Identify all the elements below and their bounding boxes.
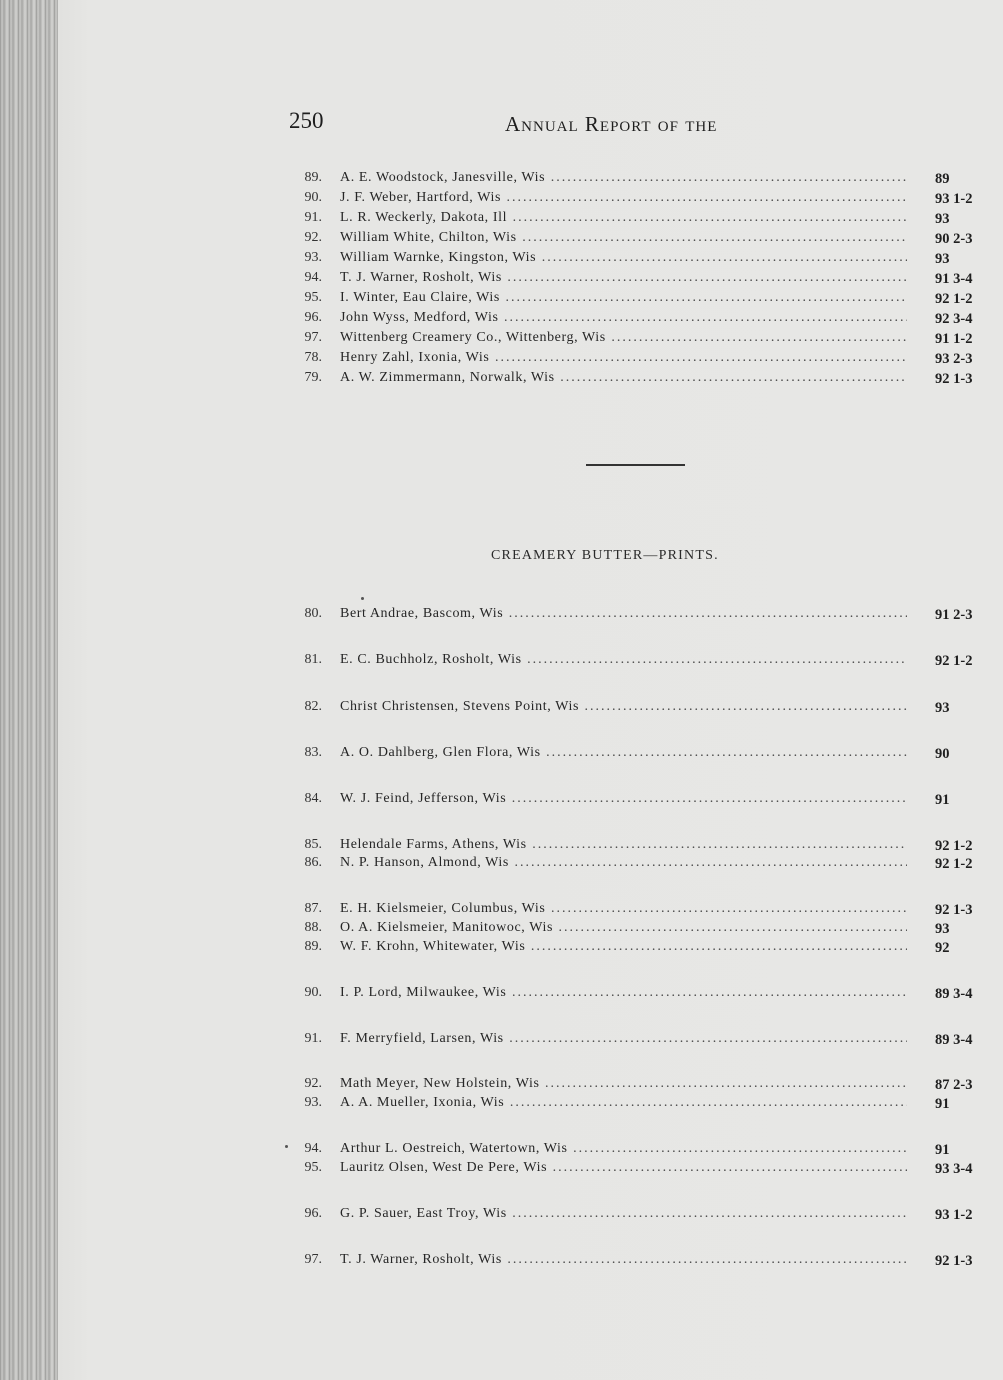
exhibitor-name-location: W. F. Krohn, Whitewater, Wis ..... xyxy=(340,937,907,957)
entry-number: 92. xyxy=(304,1076,322,1091)
entry-number: 88. xyxy=(304,920,322,935)
print-speck xyxy=(285,1145,288,1148)
prints-entry-row xyxy=(0,1074,1003,1094)
score-value: 92 xyxy=(935,940,950,956)
score-value: 91 xyxy=(935,1096,950,1112)
entry-number: 84. xyxy=(304,791,322,806)
exhibitor-name-location: G. P. Sauer, East Troy, Wis ..... xyxy=(340,1204,907,1224)
entry-number: 85. xyxy=(304,837,322,852)
score-value: 89 3-4 xyxy=(935,986,973,1002)
entry-number: 78. xyxy=(304,350,322,365)
exhibitor-name-location: Helendale Farms, Athens, Wis ..... xyxy=(340,835,907,855)
exhibitor-name-location: I. Winter, Eau Claire, Wis ..... xyxy=(340,288,907,308)
entry-number: 82. xyxy=(304,699,322,714)
continued-entry-row xyxy=(0,328,1003,348)
score-value: 92 1-2 xyxy=(935,653,973,669)
score-value: 92 1-3 xyxy=(935,902,973,918)
entry-number: 90. xyxy=(304,190,322,205)
exhibitor-name-location: E. H. Kielsmeier, Columbus, Wis ..... xyxy=(340,899,907,919)
exhibitor-name-location: E. C. Buchholz, Rosholt, Wis ..... xyxy=(340,650,907,670)
prints-entry-row xyxy=(0,983,1003,1003)
exhibitor-name-location: A. W. Zimmermann, Norwalk, Wis ..... xyxy=(340,368,907,388)
exhibitor-name-location: T. J. Warner, Rosholt, Wis ..... xyxy=(340,268,907,288)
score-value: 91 3-4 xyxy=(935,271,973,287)
continued-entry-row xyxy=(0,268,1003,288)
entry-number: 90. xyxy=(304,985,322,1000)
entry-number: 81. xyxy=(304,652,322,667)
prints-entry-row xyxy=(0,918,1003,938)
prints-entry-row xyxy=(0,604,1003,624)
score-value: 91 xyxy=(935,792,950,808)
entry-number: 93. xyxy=(304,1095,322,1110)
score-value: 92 3-4 xyxy=(935,311,973,327)
entry-number: 96. xyxy=(304,1206,322,1221)
exhibitor-name-location: A. A. Mueller, Ixonia, Wis ..... xyxy=(340,1093,907,1113)
prints-entry-row xyxy=(0,697,1003,717)
score-value: 89 xyxy=(935,171,950,187)
exhibitor-name-location: F. Merryfield, Larsen, Wis ..... xyxy=(340,1029,907,1049)
prints-entry-row xyxy=(0,835,1003,855)
prints-entry-row xyxy=(0,789,1003,809)
score-value: 93 xyxy=(935,921,950,937)
entry-number: 97. xyxy=(304,1252,322,1267)
prints-entry-row xyxy=(0,899,1003,919)
entry-number: 79. xyxy=(304,370,322,385)
entry-number: 91. xyxy=(304,210,322,225)
prints-entry-row xyxy=(0,1029,1003,1049)
entry-number: 94. xyxy=(304,1141,322,1156)
score-value: 89 3-4 xyxy=(935,1032,973,1048)
score-value: 93 xyxy=(935,211,950,227)
entry-number: 87. xyxy=(304,901,322,916)
prints-entry-row xyxy=(0,743,1003,763)
score-value: 92 1-3 xyxy=(935,371,973,387)
score-value: 92 1-2 xyxy=(935,291,973,307)
entry-number: 80. xyxy=(304,606,322,621)
entry-number: 93. xyxy=(304,250,322,265)
continued-entry-row xyxy=(0,308,1003,328)
section-divider-rule xyxy=(586,464,685,466)
prints-entry-row xyxy=(0,1158,1003,1178)
entry-number: 95. xyxy=(304,1160,322,1175)
exhibitor-name-location: A. E. Woodstock, Janesville, Wis ..... xyxy=(340,168,907,188)
score-value: 91 xyxy=(935,1142,950,1158)
continued-entry-row xyxy=(0,168,1003,188)
entry-number: 89. xyxy=(304,170,322,185)
exhibitor-name-location: Bert Andrae, Bascom, Wis ..... xyxy=(340,604,907,624)
page-header xyxy=(0,108,1003,138)
exhibitor-name-location: Henry Zahl, Ixonia, Wis ..... xyxy=(340,348,907,368)
running-head: Annual Report of the xyxy=(505,112,718,136)
exhibitor-name-location: Math Meyer, New Holstein, Wis ..... xyxy=(340,1074,907,1094)
exhibitor-name-location: J. F. Weber, Hartford, Wis ..... xyxy=(340,188,907,208)
prints-entry-row xyxy=(0,1093,1003,1113)
score-value: 93 1-2 xyxy=(935,191,973,207)
continued-entry-row xyxy=(0,248,1003,268)
exhibitor-name-location: T. J. Warner, Rosholt, Wis ..... xyxy=(340,1250,907,1270)
entry-number: 96. xyxy=(304,310,322,325)
exhibitor-name-location: William Warnke, Kingston, Wis ..... xyxy=(340,248,907,268)
score-value: 93 xyxy=(935,251,950,267)
continued-entry-row xyxy=(0,348,1003,368)
exhibitor-name-location: I. P. Lord, Milwaukee, Wis ..... xyxy=(340,983,907,1003)
print-speck xyxy=(361,597,364,600)
exhibitor-name-location: William White, Chilton, Wis ..... xyxy=(340,228,907,248)
score-value: 93 1-2 xyxy=(935,1207,973,1223)
continued-entry-row xyxy=(0,188,1003,208)
entry-number: 91. xyxy=(304,1031,322,1046)
score-value: 87 2-3 xyxy=(935,1077,973,1093)
score-value: 92 1-2 xyxy=(935,838,973,854)
continued-entry-row xyxy=(0,288,1003,308)
entry-number: 86. xyxy=(304,855,322,870)
entry-number: 94. xyxy=(304,270,322,285)
page-number: 250 xyxy=(289,108,324,133)
score-value: 90 xyxy=(935,746,950,762)
score-value: 93 2-3 xyxy=(935,351,973,367)
continued-entry-row xyxy=(0,208,1003,228)
continued-entry-row xyxy=(0,228,1003,248)
exhibitor-name-location: N. P. Hanson, Almond, Wis ..... xyxy=(340,853,907,873)
score-value: 90 2-3 xyxy=(935,231,973,247)
exhibitor-name-location: Lauritz Olsen, West De Pere, Wis ..... xyxy=(340,1158,907,1178)
exhibitor-name-location: L. R. Weckerly, Dakota, Ill ..... xyxy=(340,208,907,228)
score-value: 93 3-4 xyxy=(935,1161,973,1177)
exhibitor-name-location: A. O. Dahlberg, Glen Flora, Wis ..... xyxy=(340,743,907,763)
exhibitor-name-location: Wittenberg Creamery Co., Wittenberg, Wis ..... xyxy=(340,328,907,348)
score-value: 92 1-3 xyxy=(935,1253,973,1269)
exhibitor-name-location: John Wyss, Medford, Wis ..... xyxy=(340,308,907,328)
entry-number: 89. xyxy=(304,939,322,954)
prints-entry-row xyxy=(0,1204,1003,1224)
entry-number: 95. xyxy=(304,290,322,305)
prints-entry-row xyxy=(0,937,1003,957)
prints-entry-row xyxy=(0,1250,1003,1270)
exhibitor-name-location: O. A. Kielsmeier, Manitowoc, Wis ..... xyxy=(340,918,907,938)
entry-number: 97. xyxy=(304,330,322,345)
exhibitor-name-location: Christ Christensen, Stevens Point, Wis ..... xyxy=(340,697,907,717)
score-value: 92 1-2 xyxy=(935,856,973,872)
entry-number: 92. xyxy=(304,230,322,245)
continued-entry-row xyxy=(0,368,1003,388)
score-value: 91 1-2 xyxy=(935,331,973,347)
prints-entry-row xyxy=(0,650,1003,670)
prints-entry-row xyxy=(0,1139,1003,1159)
score-value: 91 2-3 xyxy=(935,607,973,623)
prints-entry-row xyxy=(0,853,1003,873)
score-value: 93 xyxy=(935,700,950,716)
section-title: CREAMERY BUTTER—PRINTS. xyxy=(491,548,719,563)
exhibitor-name-location: W. J. Feind, Jefferson, Wis ..... xyxy=(340,789,907,809)
entry-number: 83. xyxy=(304,745,322,760)
exhibitor-name-location: Arthur L. Oestreich, Watertown, Wis ..... xyxy=(340,1139,907,1159)
